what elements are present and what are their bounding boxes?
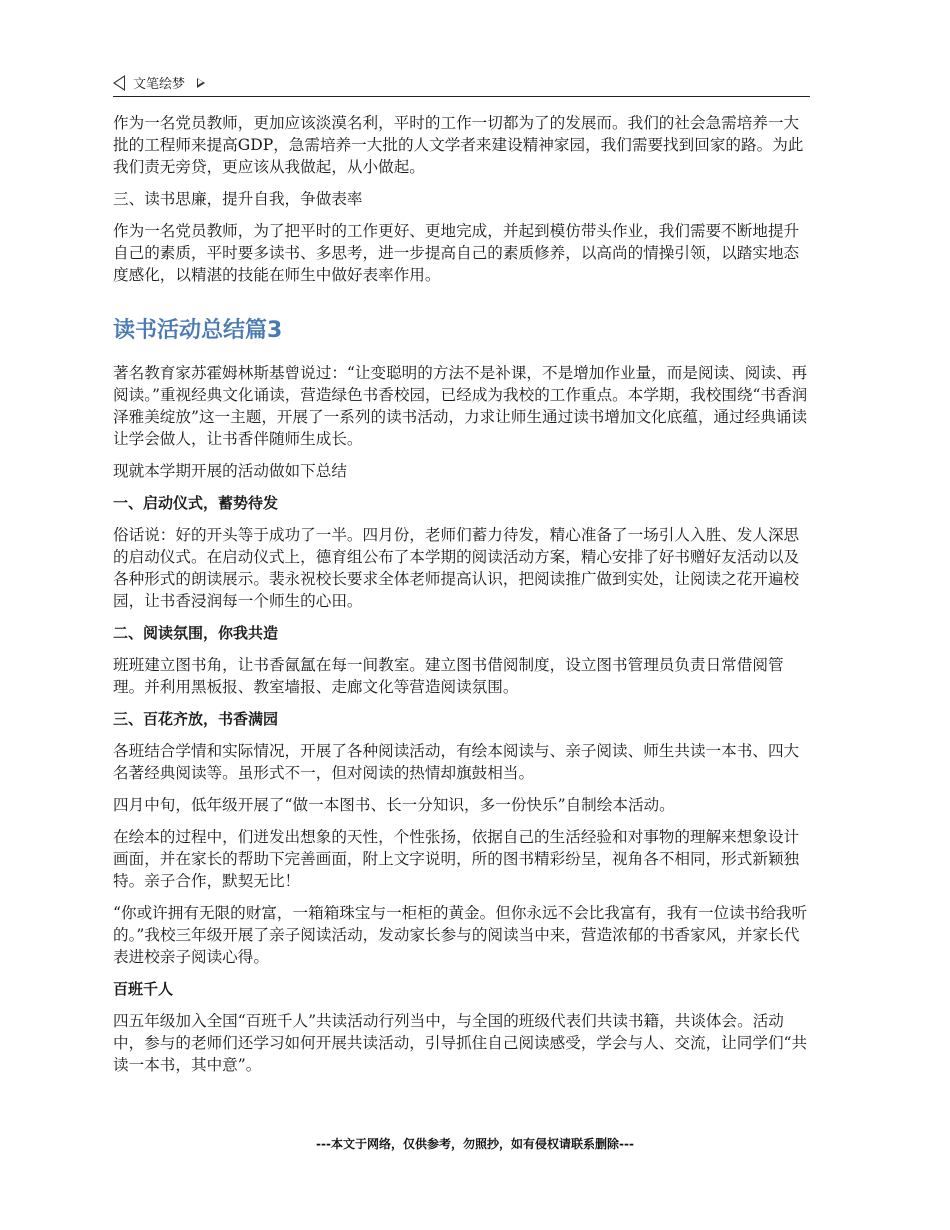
paragraph: 各班结合学情和实际情况，开展了各种阅读活动，有绘本阅读与、亲子阅读、师生共读一本书、四大名著经典阅读等。虽形式不一，但对阅读的热情却旗鼓相当。 (113, 742, 800, 782)
subheading: 百班千人 (113, 980, 174, 998)
subheading: 一、启动仪式，蓄势待发 (113, 494, 279, 512)
paragraph: 在绘本的过程中，们迸发出想象的天性，个性张扬，依据自己的生活经验和对事物的理解来想象设计画面，并在家长的帮助下完善画面，附上文字说明，所的图书精彩纷呈，视角各不相同，形式新颖独特。亲子合作，默契无比！ (113, 828, 800, 890)
paragraph: 作为一名党员教师，更加应该淡漠名利，平时的工作一切都为了的发展而。我们的社会急需培养一大批的工程师来提高GDP，急需培养一大批的人文学者来建设精神家园，我们需要找到回家的路。为此我们责无旁贷，更应该从我做起，从小做起。 (113, 114, 804, 176)
page-header (113, 70, 810, 97)
paragraph: 现就本学期开展的活动做如下总结 (113, 462, 347, 480)
triangle-left-icon (113, 75, 125, 91)
header-brand: 文笔绘梦 (133, 77, 186, 92)
paragraph: 俗话说：好的开头等于成功了一半。四月份，老师们蓄力待发，精心准备了一场引人入胜、发人深思的启动仪式。在启动仪式上，德育组公布了本学期的阅读活动方案，精心安排了好书赠好友活动以及各种形式的朗读展示。裴永祝校长要求全体老师提高认识，把阅读推广做到实处，让阅读之花开遍校园，让书香浸润每一个师生的心田。 (113, 526, 800, 610)
paragraph: 著名教育家苏霍姆林斯基曾说过：“让变聪明的方法不是补课，不是增加作业量，而是阅读、阅读、再阅读。”重视经典文化诵读，营造绿色书香校园，已经成为我校的工作重点。本学期，我校围绕“书香润泽雅美绽放”这一主题，开展了一系列的读书活动，力求让师生通过读书增加文化底蕴，通过经典诵读让学会做人，让书香伴随师生成长。 (113, 364, 808, 448)
section-title: 读书活动总结篇3 (113, 318, 283, 343)
paragraph: 作为一名党员教师，为了把平时的工作更好、更地完成，并起到模仿带头作业，我们需要不断地提升自己的素质，平时要多读书、多思考，进一步提高自己的素质修养，以高尚的情操引领，以踏实地态度感化，以精湛的技能在师生中做好表率作用。 (113, 222, 800, 284)
paragraph: 四五年级加入全国“百班千人”共读活动行列当中，与全国的班级代表们共读书籍，共谈体会。活动中，参与的老师们还学习如何开展共读活动，引导抓住自己阅读感受，学会与人、交流，让同学们“共读一本书，其中意”。 (113, 1012, 808, 1074)
paragraph: 班班建立图书角，让书香氤氲在每一间教室。建立图书借阅制度，设立图书管理员负责日常借阅管理。并利用黑板报、教室墙报、走廊文化等营造阅读氛围。 (113, 656, 784, 696)
triangle-right-icon (197, 78, 205, 88)
paragraph: 三、读书思廉，提升自我，争做表率 (113, 190, 363, 208)
header-brand-group (113, 73, 205, 92)
document-body (113, 112, 813, 1086)
paragraph: 四月中旬，低年级开展了“做一本图书、长一分知识，多一份快乐”自制绘本活动。 (113, 796, 675, 814)
paragraph: “你或许拥有无限的财富，一箱箱珠宝与一柜柜的黄金。但你永远不会比我富有，我有一位读书给我听的。”我校三年级开展了亲子阅读活动，发动家长参与的阅读当中来，营造浓郁的书香家风，并家长代表进校亲子阅读心得。 (113, 904, 808, 966)
page-footer: ---本文于网络，仅供参考，勿照抄，如有侵权请联系删除--- (316, 1137, 634, 1151)
subheading: 二、阅读氛围，你我共造 (113, 624, 279, 642)
subheading: 三、百花齐放，书香满园 (113, 710, 279, 728)
